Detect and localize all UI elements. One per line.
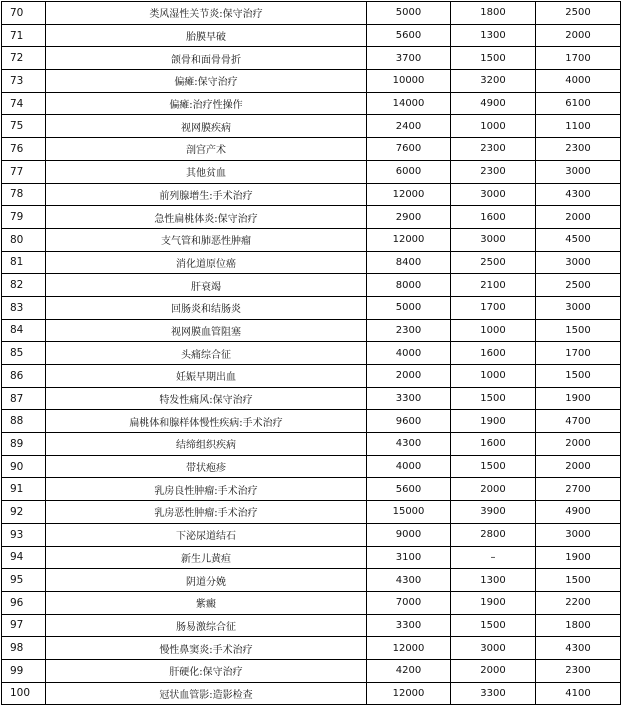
disease-name-cell: 紫癜	[46, 591, 367, 614]
value-b-cell: 3000	[451, 637, 536, 660]
value-b-cell: 2300	[451, 160, 536, 183]
value-b-cell: 2000	[451, 478, 536, 501]
value-c-cell: 1700	[536, 342, 621, 365]
table-row	[2, 70, 621, 93]
table-row	[2, 251, 621, 274]
disease-name-cell: 乳房恶性肿瘤:手术治疗	[46, 501, 367, 524]
value-a-cell: 4000	[367, 342, 451, 365]
disease-name-cell: 肝衰竭	[46, 274, 367, 297]
value-c-cell: 4900	[536, 501, 621, 524]
value-a-cell: 5600	[367, 24, 451, 47]
value-c-cell: 2500	[536, 274, 621, 297]
row-number-cell: 100	[2, 682, 46, 705]
value-c-cell: 1500	[536, 319, 621, 342]
value-b-cell: –	[451, 546, 536, 569]
table-row	[2, 228, 621, 251]
row-number-cell: 97	[2, 614, 46, 637]
row-number-cell: 86	[2, 365, 46, 388]
table-row	[2, 365, 621, 388]
table-row	[2, 342, 621, 365]
value-c-cell: 2000	[536, 24, 621, 47]
value-b-cell: 1600	[451, 342, 536, 365]
disease-name-cell: 妊娠早期出血	[46, 365, 367, 388]
value-c-cell: 4300	[536, 637, 621, 660]
table-row	[2, 637, 621, 660]
disease-name-cell: 消化道原位癌	[46, 251, 367, 274]
table-row	[2, 160, 621, 183]
value-a-cell: 3700	[367, 47, 451, 70]
value-c-cell: 1800	[536, 614, 621, 637]
value-a-cell: 12000	[367, 637, 451, 660]
table-row	[2, 115, 621, 138]
value-b-cell: 1000	[451, 115, 536, 138]
value-c-cell: 6100	[536, 92, 621, 115]
table-row	[2, 47, 621, 70]
disease-name-cell: 阴道分娩	[46, 569, 367, 592]
row-number-cell: 98	[2, 637, 46, 660]
disease-name-cell: 类风湿性关节炎:保守治疗	[46, 2, 367, 25]
table-row	[2, 387, 621, 410]
value-a-cell: 10000	[367, 70, 451, 93]
value-c-cell: 4500	[536, 228, 621, 251]
value-c-cell: 2300	[536, 659, 621, 682]
disease-name-cell: 特发性痛风:保守治疗	[46, 387, 367, 410]
table-row	[2, 478, 621, 501]
value-c-cell: 2200	[536, 591, 621, 614]
row-number-cell: 91	[2, 478, 46, 501]
table-row	[2, 206, 621, 229]
table-row	[2, 523, 621, 546]
row-number-cell: 81	[2, 251, 46, 274]
row-number-cell: 74	[2, 92, 46, 115]
value-b-cell: 1300	[451, 569, 536, 592]
disease-name-cell: 其他贫血	[46, 160, 367, 183]
row-number-cell: 90	[2, 455, 46, 478]
value-c-cell: 1100	[536, 115, 621, 138]
row-number-cell: 78	[2, 183, 46, 206]
table-row	[2, 274, 621, 297]
value-a-cell: 12000	[367, 183, 451, 206]
disease-name-cell: 慢性鼻窦炎:手术治疗	[46, 637, 367, 660]
value-a-cell: 2400	[367, 115, 451, 138]
value-b-cell: 1300	[451, 24, 536, 47]
disease-name-cell: 冠状血管影:造影检查	[46, 682, 367, 705]
value-a-cell: 9000	[367, 523, 451, 546]
row-number-cell: 76	[2, 138, 46, 161]
table-row	[2, 24, 621, 47]
fee-table	[1, 1, 621, 705]
row-number-cell: 72	[2, 47, 46, 70]
row-number-cell: 70	[2, 2, 46, 25]
value-a-cell: 3300	[367, 614, 451, 637]
value-b-cell: 1600	[451, 433, 536, 456]
row-number-cell: 82	[2, 274, 46, 297]
row-number-cell: 83	[2, 296, 46, 319]
value-b-cell: 2500	[451, 251, 536, 274]
row-number-cell: 79	[2, 206, 46, 229]
value-a-cell: 9600	[367, 410, 451, 433]
value-c-cell: 4300	[536, 183, 621, 206]
value-c-cell: 3000	[536, 523, 621, 546]
table-row	[2, 501, 621, 524]
disease-name-cell: 偏瘫:治疗性操作	[46, 92, 367, 115]
disease-name-cell: 偏瘫:保守治疗	[46, 70, 367, 93]
value-a-cell: 4300	[367, 433, 451, 456]
disease-name-cell: 带状疱疹	[46, 455, 367, 478]
value-b-cell: 1500	[451, 387, 536, 410]
disease-name-cell: 颌骨和面骨骨折	[46, 47, 367, 70]
value-a-cell: 3100	[367, 546, 451, 569]
disease-name-cell: 视网膜血管阻塞	[46, 319, 367, 342]
table-row	[2, 591, 621, 614]
value-c-cell: 4000	[536, 70, 621, 93]
value-a-cell: 8400	[367, 251, 451, 274]
disease-name-cell: 乳房良性肿瘤:手术治疗	[46, 478, 367, 501]
disease-name-cell: 肠易激综合征	[46, 614, 367, 637]
value-c-cell: 1500	[536, 569, 621, 592]
disease-name-cell: 新生儿黄疸	[46, 546, 367, 569]
value-a-cell: 4300	[367, 569, 451, 592]
table-row	[2, 659, 621, 682]
row-number-cell: 94	[2, 546, 46, 569]
row-number-cell: 73	[2, 70, 46, 93]
disease-name-cell: 视网膜疾病	[46, 115, 367, 138]
value-c-cell: 1500	[536, 365, 621, 388]
value-b-cell: 1500	[451, 614, 536, 637]
value-b-cell: 3000	[451, 183, 536, 206]
disease-name-cell: 扁桃体和腺样体慢性疾病:手术治疗	[46, 410, 367, 433]
row-number-cell: 84	[2, 319, 46, 342]
disease-name-cell: 胎膜早破	[46, 24, 367, 47]
value-a-cell: 5000	[367, 2, 451, 25]
value-b-cell: 3300	[451, 682, 536, 705]
value-c-cell: 2500	[536, 2, 621, 25]
value-a-cell: 12000	[367, 682, 451, 705]
value-a-cell: 2900	[367, 206, 451, 229]
row-number-cell: 87	[2, 387, 46, 410]
value-c-cell: 2300	[536, 138, 621, 161]
value-c-cell: 1700	[536, 47, 621, 70]
disease-name-cell: 头痛综合征	[46, 342, 367, 365]
row-number-cell: 80	[2, 228, 46, 251]
disease-name-cell: 回肠炎和结肠炎	[46, 296, 367, 319]
value-a-cell: 7600	[367, 138, 451, 161]
value-c-cell: 3000	[536, 160, 621, 183]
value-b-cell: 3200	[451, 70, 536, 93]
disease-name-cell: 急性扁桃体炎:保守治疗	[46, 206, 367, 229]
value-a-cell: 3300	[367, 387, 451, 410]
value-c-cell: 3000	[536, 251, 621, 274]
value-b-cell: 2800	[451, 523, 536, 546]
table-row	[2, 546, 621, 569]
row-number-cell: 71	[2, 24, 46, 47]
value-c-cell: 2000	[536, 206, 621, 229]
row-number-cell: 77	[2, 160, 46, 183]
value-a-cell: 14000	[367, 92, 451, 115]
value-b-cell: 1600	[451, 206, 536, 229]
row-number-cell: 93	[2, 523, 46, 546]
row-number-cell: 85	[2, 342, 46, 365]
value-b-cell: 1800	[451, 2, 536, 25]
value-c-cell: 4100	[536, 682, 621, 705]
value-b-cell: 1900	[451, 591, 536, 614]
disease-name-cell: 肝硬化:保守治疗	[46, 659, 367, 682]
value-b-cell: 1000	[451, 365, 536, 388]
table-row	[2, 138, 621, 161]
value-b-cell: 1500	[451, 47, 536, 70]
value-b-cell: 2000	[451, 659, 536, 682]
value-a-cell: 5000	[367, 296, 451, 319]
value-a-cell: 4000	[367, 455, 451, 478]
table-row	[2, 569, 621, 592]
value-a-cell: 2300	[367, 319, 451, 342]
table-row	[2, 682, 621, 705]
value-b-cell: 2300	[451, 138, 536, 161]
value-b-cell: 3000	[451, 228, 536, 251]
value-a-cell: 7000	[367, 591, 451, 614]
disease-name-cell: 前列腺增生:手术治疗	[46, 183, 367, 206]
value-c-cell: 2700	[536, 478, 621, 501]
value-a-cell: 6000	[367, 160, 451, 183]
value-c-cell: 4700	[536, 410, 621, 433]
row-number-cell: 75	[2, 115, 46, 138]
table-row	[2, 183, 621, 206]
table-row	[2, 92, 621, 115]
value-b-cell: 1500	[451, 455, 536, 478]
disease-name-cell: 结缔组织疾病	[46, 433, 367, 456]
value-c-cell: 1900	[536, 387, 621, 410]
row-number-cell: 99	[2, 659, 46, 682]
value-a-cell: 4200	[367, 659, 451, 682]
row-number-cell: 88	[2, 410, 46, 433]
table-row	[2, 433, 621, 456]
disease-name-cell: 下泌尿道结石	[46, 523, 367, 546]
value-a-cell: 8000	[367, 274, 451, 297]
value-a-cell: 2000	[367, 365, 451, 388]
table-body	[2, 2, 621, 705]
value-a-cell: 15000	[367, 501, 451, 524]
value-c-cell: 3000	[536, 296, 621, 319]
disease-name-cell: 支气管和肺恶性肿瘤	[46, 228, 367, 251]
table-row	[2, 319, 621, 342]
row-number-cell: 92	[2, 501, 46, 524]
table-row	[2, 296, 621, 319]
value-b-cell: 2100	[451, 274, 536, 297]
row-number-cell: 96	[2, 591, 46, 614]
table-row	[2, 455, 621, 478]
value-c-cell: 2000	[536, 433, 621, 456]
value-b-cell: 3900	[451, 501, 536, 524]
table-row	[2, 410, 621, 433]
row-number-cell: 89	[2, 433, 46, 456]
value-b-cell: 1000	[451, 319, 536, 342]
value-c-cell: 1900	[536, 546, 621, 569]
disease-name-cell: 剖宫产术	[46, 138, 367, 161]
table-row	[2, 2, 621, 25]
value-c-cell: 2000	[536, 455, 621, 478]
value-b-cell: 4900	[451, 92, 536, 115]
value-b-cell: 1900	[451, 410, 536, 433]
row-number-cell: 95	[2, 569, 46, 592]
table-row	[2, 614, 621, 637]
value-a-cell: 12000	[367, 228, 451, 251]
value-b-cell: 1700	[451, 296, 536, 319]
value-a-cell: 5600	[367, 478, 451, 501]
